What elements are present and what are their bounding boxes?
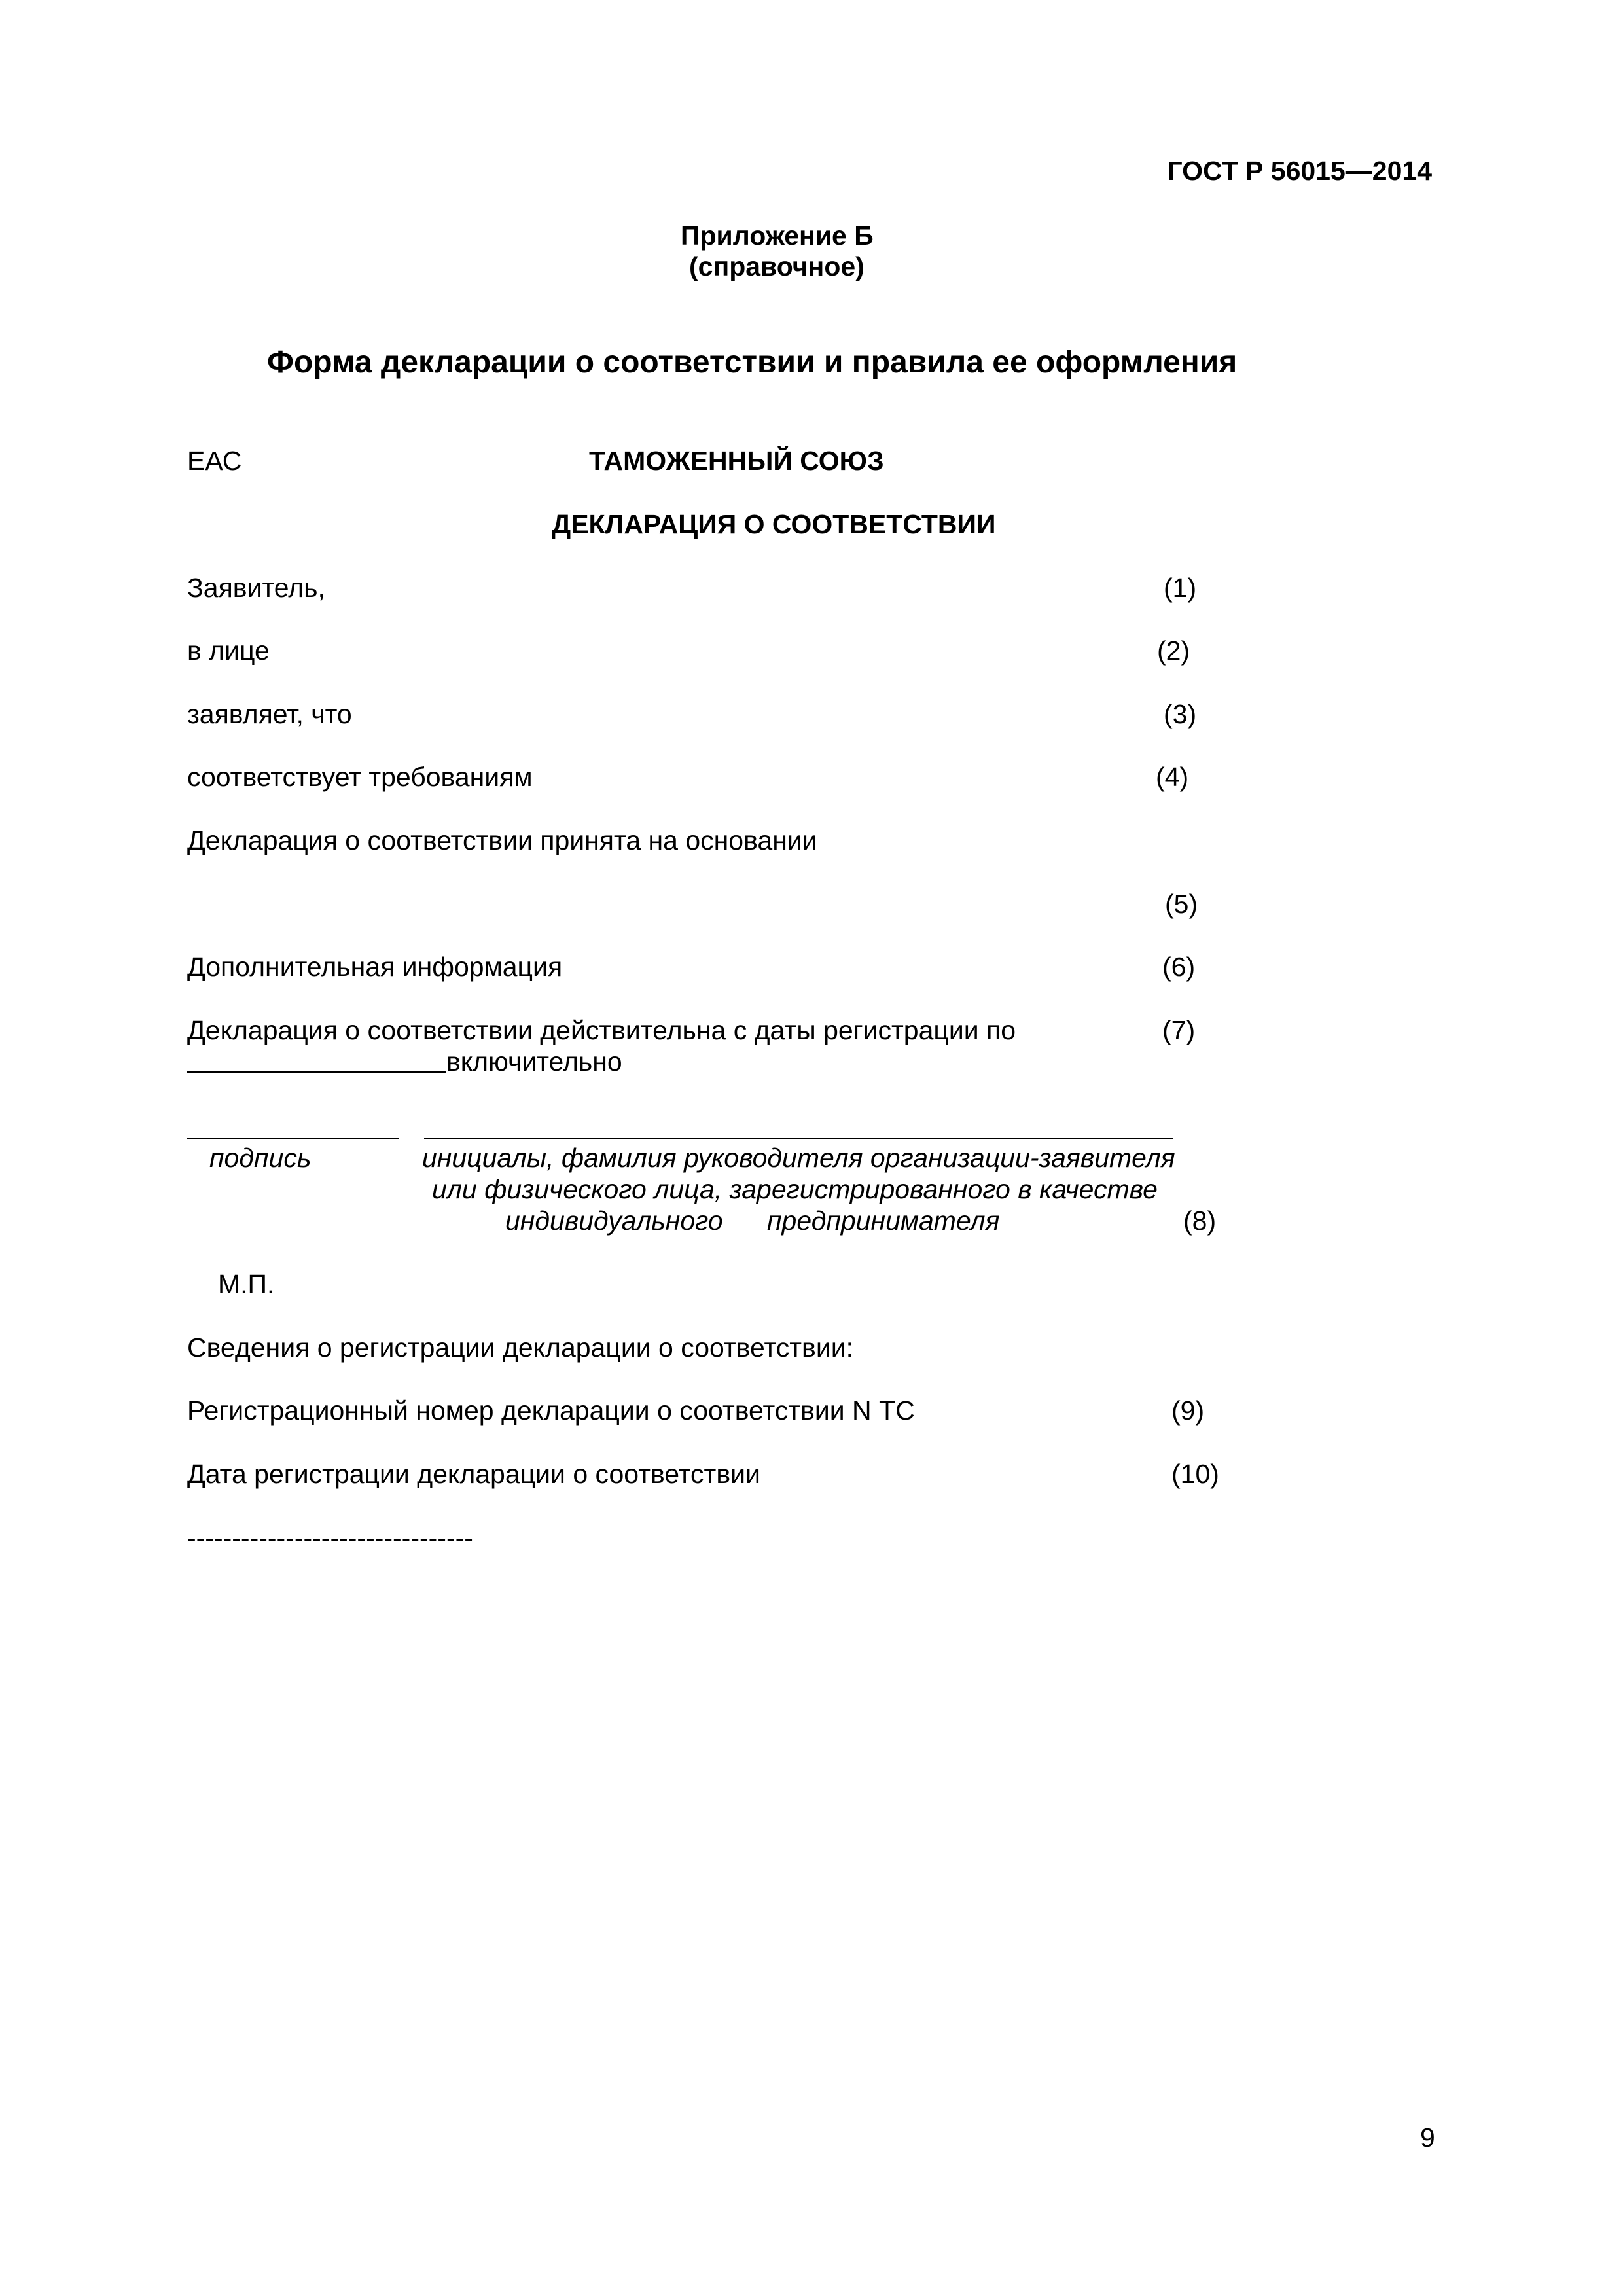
validity-inclusive: включительно: [446, 1047, 622, 1077]
name-caption-line3a: индивидуального: [505, 1206, 723, 1236]
form-line-validity-num: (7): [1162, 1015, 1196, 1045]
name-caption-line2: или физического лица, зарегистрированного в качестве: [432, 1174, 1158, 1204]
footnote-rule: --------------------------------: [187, 1523, 473, 1553]
registration-date-label: Дата регистрации декларации о соответствии: [187, 1459, 760, 1489]
registration-date-num: (10): [1171, 1459, 1219, 1489]
appendix-note: (справочное): [689, 251, 865, 281]
form-line-complies: соответствует требованиям: [187, 762, 533, 792]
name-underline: [424, 1138, 1173, 1139]
registration-heading: Сведения о регистрации декларации о соответствии:: [187, 1333, 854, 1363]
page-title: Форма декларации о соответствии и правила ее оформления: [267, 345, 1238, 380]
form-line-applicant-num: (1): [1164, 573, 1197, 603]
standard-id: ГОСТ Р 56015—2014: [1167, 156, 1432, 186]
validity-date-underline: [187, 1071, 446, 1073]
form-line-validity: Декларация о соответствии действительна с даты регистрации по: [187, 1015, 1016, 1045]
form-line-represented: в лице: [187, 636, 270, 666]
form-line-basis-num: (5): [1165, 889, 1198, 919]
customs-union-heading: ТАМОЖЕННЫЙ СОЮЗ: [589, 446, 884, 476]
stamp-label: М.П.: [218, 1269, 275, 1299]
form-line-additional-info: Дополнительная информация: [187, 952, 563, 982]
form-line-basis: Декларация о соответствии принята на основании: [187, 825, 817, 855]
registration-number-num: (9): [1171, 1395, 1205, 1426]
form-line-applicant: Заявитель,: [187, 573, 325, 603]
form-line-complies-num: (4): [1156, 762, 1189, 792]
registration-number-label: Регистрационный номер декларации о соответствии N ТС: [187, 1395, 915, 1426]
eac-mark: ЕАС: [187, 446, 242, 476]
signature-num: (8): [1183, 1206, 1217, 1236]
form-line-represented-num: (2): [1157, 636, 1190, 666]
signature-caption: подпись: [209, 1143, 312, 1173]
form-line-declares: заявляет, что: [187, 699, 352, 729]
name-caption-line3b: предпринимателя: [767, 1206, 1000, 1236]
appendix-label: Приложение Б: [681, 221, 874, 251]
name-caption-line1: инициалы, фамилия руководителя организации-заявителя: [422, 1143, 1175, 1173]
page-number: 9: [1420, 2123, 1435, 2153]
signature-underline: [187, 1138, 399, 1139]
declaration-heading: ДЕКЛАРАЦИЯ О СООТВЕТСТВИИ: [552, 509, 996, 539]
form-line-declares-num: (3): [1164, 699, 1197, 729]
form-line-additional-info-num: (6): [1162, 952, 1196, 982]
